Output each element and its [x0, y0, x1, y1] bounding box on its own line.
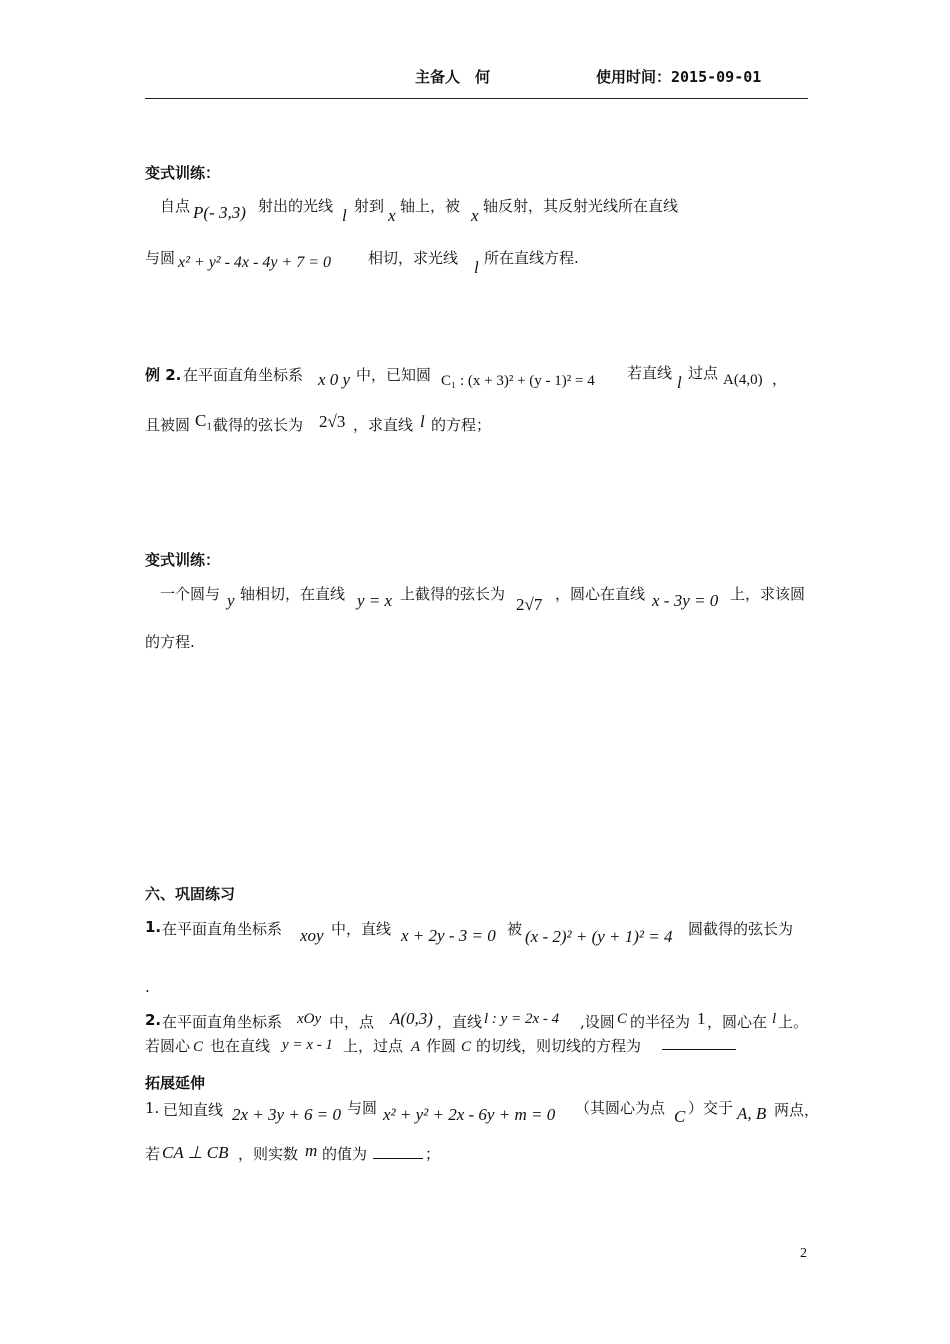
- ext-line: 2x + 3y + 6 = 0: [232, 1105, 342, 1124]
- s6q2-point-a: A(0,3): [390, 1009, 433, 1028]
- ext-circle: x² + y² + 2x - 6y + m = 0: [383, 1105, 556, 1124]
- s6q2-line2: y = x - 1: [282, 1037, 333, 1053]
- ex2-c1: C₁: [195, 411, 213, 430]
- ext-text-d: ）交于: [688, 1099, 734, 1117]
- s6q2-text-g: 上。: [778, 1013, 809, 1031]
- page-number: 2: [800, 1246, 807, 1261]
- extension-heading: 拓展延伸: [145, 1074, 206, 1092]
- usage-date: 使用时间：2015-09-01: [596, 68, 762, 86]
- ext-text-a: 已知直线: [163, 1101, 224, 1119]
- exercise1-heading: 变式训练：: [145, 164, 221, 182]
- s6q1-xoy: xoy: [300, 926, 324, 945]
- s6q2-text-k: 作圆: [426, 1037, 457, 1055]
- s6q2-c2: C: [193, 1039, 204, 1055]
- ex2-chord: 2√3: [319, 412, 346, 431]
- ex1-text-h: 所在直线方程.: [484, 249, 579, 267]
- s6q2-num: 2.: [145, 1011, 162, 1029]
- s6q1-text-c: 被: [507, 920, 523, 938]
- s6q2-answer-blank[interactable]: [662, 1035, 736, 1050]
- ext-text-g: ，则实数: [238, 1145, 299, 1163]
- ext-perp: CA ⊥ CB: [162, 1143, 229, 1162]
- ex3-text-c: 上截得的弦长为: [400, 585, 506, 603]
- s6q2-c3: C: [461, 1039, 472, 1055]
- s6q1-num: 1.: [145, 918, 162, 936]
- ext-answer-blank[interactable]: [373, 1143, 423, 1159]
- ex1-circle-eq: x² + y² - 4x - 4y + 7 = 0: [178, 254, 332, 271]
- ext-m: m: [305, 1141, 318, 1160]
- s6q2-text-a: 在平面直角坐标系: [162, 1013, 283, 1031]
- ex2-text-g: ，求直线: [353, 416, 414, 434]
- s6q1-text-a: 在平面直角坐标系: [162, 920, 283, 938]
- ext-text-h: 的值为: [322, 1145, 368, 1163]
- exercise2-heading: 变式训练：: [145, 551, 221, 569]
- ex1-l: l: [342, 206, 347, 225]
- s6q2-text-l: 的切线，则切线的方程为: [476, 1037, 642, 1055]
- ex3-text-e: 上，求该圆: [730, 585, 806, 603]
- ex2-point-a: A(4,0): [723, 372, 763, 388]
- ex2-text-a: 在平面直角坐标系: [183, 366, 304, 384]
- ex2-text-e: 且被圆: [145, 416, 191, 434]
- s6q2-xoy: xOy: [297, 1011, 322, 1027]
- ext-q1-num: 1.: [145, 1099, 160, 1117]
- s6q1-text-d: 圆截得的弦长为: [688, 920, 794, 938]
- ex2-text-f: 截得的弦长为: [213, 416, 304, 434]
- ex3-line: y = x: [357, 591, 393, 610]
- ex3-text-f: 的方程.: [145, 633, 195, 651]
- s6q1-dot: .: [145, 978, 150, 996]
- ex1-text-c: 射到: [354, 197, 385, 215]
- ex1-x2: x: [471, 206, 479, 225]
- s6q2-text-d: ,设圆: [580, 1013, 615, 1031]
- ext-text-f: 若: [145, 1145, 161, 1163]
- ex2-comma: ，: [772, 370, 788, 388]
- ex3-text-d: ，圆心在直线: [555, 585, 646, 603]
- ex1-text-e: 轴反射，其反射光线所在直线: [483, 197, 679, 215]
- ex3-chord: 2√7: [516, 595, 543, 614]
- ex2-text-d: 过点: [688, 364, 719, 382]
- s6q2-text-e: 的半径为: [630, 1013, 691, 1031]
- ex1-l2: l: [474, 258, 479, 277]
- ext-ab: A, B: [737, 1104, 767, 1123]
- ext-text-c: （其圆心为点: [575, 1099, 666, 1117]
- s6q2-text-j: 上，过点: [343, 1037, 404, 1055]
- ext-c: C: [674, 1107, 686, 1126]
- s6q2-l: l: [772, 1011, 777, 1027]
- ex2-text-b: 中，已知圆: [356, 366, 432, 384]
- s6q1-circle: (x - 2)² + (y + 1)² = 4: [525, 927, 673, 946]
- ex2-circle-eq: C₁ : (x + 3)² + (y - 1)² = 4: [441, 373, 595, 389]
- ex1-text-a: 自点: [160, 197, 191, 215]
- s6q2-r: 1: [697, 1009, 706, 1028]
- ex3-y: y: [227, 591, 235, 610]
- s6q2-text-h: 若圆心: [145, 1037, 191, 1055]
- s6q1-line: x + 2y - 3 = 0: [401, 926, 496, 945]
- s6q1-text-b: 中，直线: [331, 920, 392, 938]
- ext-text-b: 与圆: [347, 1099, 378, 1117]
- s6q2-c: C: [617, 1011, 628, 1027]
- s6q2-a2: A: [411, 1039, 421, 1055]
- ex1-text-d: 轴上，被: [400, 197, 461, 215]
- ex1-text-b: 射出的光线: [258, 197, 334, 215]
- example2-label: 例 2.: [145, 366, 182, 384]
- s6q2-text-b: 中，点: [329, 1013, 375, 1031]
- ex2-text-h: 的方程；: [431, 416, 492, 434]
- ext-text-e: 两点，: [774, 1101, 820, 1119]
- ex1-text-f: 与圆: [145, 249, 176, 267]
- s6q2-text-c: ，直线: [437, 1013, 483, 1031]
- s6q2-text-i: 也在直线: [210, 1037, 271, 1055]
- ex1-point-p: P(- 3,3): [193, 203, 246, 222]
- s6q2-line: l : y = 2x - 4: [484, 1011, 560, 1027]
- ex1-x: x: [388, 206, 396, 225]
- ex3-text-a: 一个圆与: [160, 585, 221, 603]
- ext-text-i: ；: [425, 1145, 441, 1163]
- section6-heading: 六、巩固练习: [145, 885, 236, 903]
- ex2-l: l: [677, 373, 682, 392]
- preparer: 主备人 何: [415, 68, 491, 86]
- ex2-l2: l: [420, 412, 425, 431]
- header-rule: [145, 98, 808, 99]
- s6q2-text-f: ，圆心在: [707, 1013, 768, 1031]
- ex3-line2: x - 3y = 0: [652, 591, 719, 610]
- ex2-text-c: 若直线: [627, 364, 673, 382]
- ex3-text-b: 轴相切，在直线: [240, 585, 346, 603]
- ex2-xoy: x 0 y: [318, 370, 351, 389]
- ex1-text-g: 相切，求光线: [368, 249, 459, 267]
